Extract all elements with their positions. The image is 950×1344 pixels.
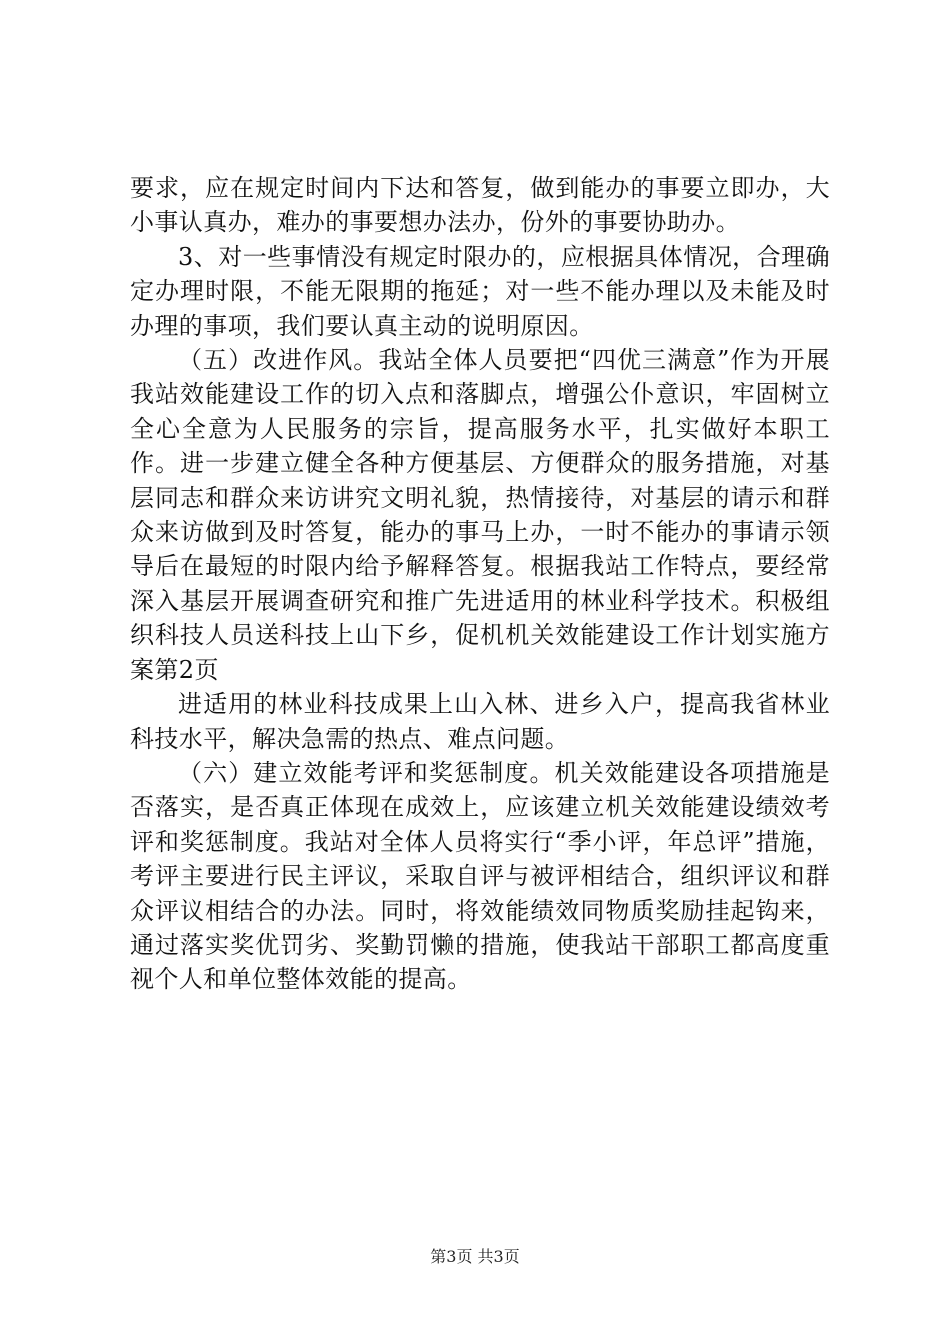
page-footer: 第3页 共3页 [430, 1247, 520, 1266]
paragraph-4: 进适用的林业科技成果上山入林、进乡入户，提高我省林业科技水平，解决急需的热点、难点问题。 [130, 690, 830, 753]
paragraph-2: 3、对一些事情没有规定时限办的，应根据具体情况，合理确定办理时限，不能无限期的拖延；对一些不能办理以及未能及时办理的事项，我们要认真主动的说明原因。 [130, 242, 830, 340]
document-body [130, 171, 830, 997]
paragraph-3: （五）改进作风。我站全体人员要把“四优三满意”作为开展我站效能建设工作的切入点和落脚点，增强公仆意识，牢固树立全心全意为人民服务的宗旨，提高服务水平，扎实做好本职工作。进一步建立健全各种方便基层、方便群众的服务措施，对基层同志和群众来访讲究文明礼貌，热情接待，对基层的请示和群众来访做到及时答复，能办的事马上办，一时不能办的事请示领导后在最短的时限内给予解释答复。根据我站工作特点，要经常深入基层开展调查研究和推广先进适用的林业科学技术。积极组织科技人员送科技上山下乡，促机机关效能建设工作计划实施方案第2页 [130, 346, 830, 684]
paragraph-1: 要求，应在规定时间内下达和答复，做到能办的事要立即办，大小事认真办，难办的事要想办法办，份外的事要协助办。 [130, 174, 830, 237]
paragraph-5: （六）建立效能考评和奖惩制度。机关效能建设各项措施是否落实，是否真正体现在成效上，应该建立机关效能建设绩效考评和奖惩制度。我站对全体人员将实行“季小评，年总评”措施，考评主要进行民主评议，采取自评与被评相结合，组织评议和群众评议相结合的办法。同时，将效能绩效同物质奖励挂起钩来，通过落实奖优罚劣、奖勤罚懒的措施，使我站干部职工都高度重视个人和单位整体效能的提高。 [130, 758, 830, 994]
